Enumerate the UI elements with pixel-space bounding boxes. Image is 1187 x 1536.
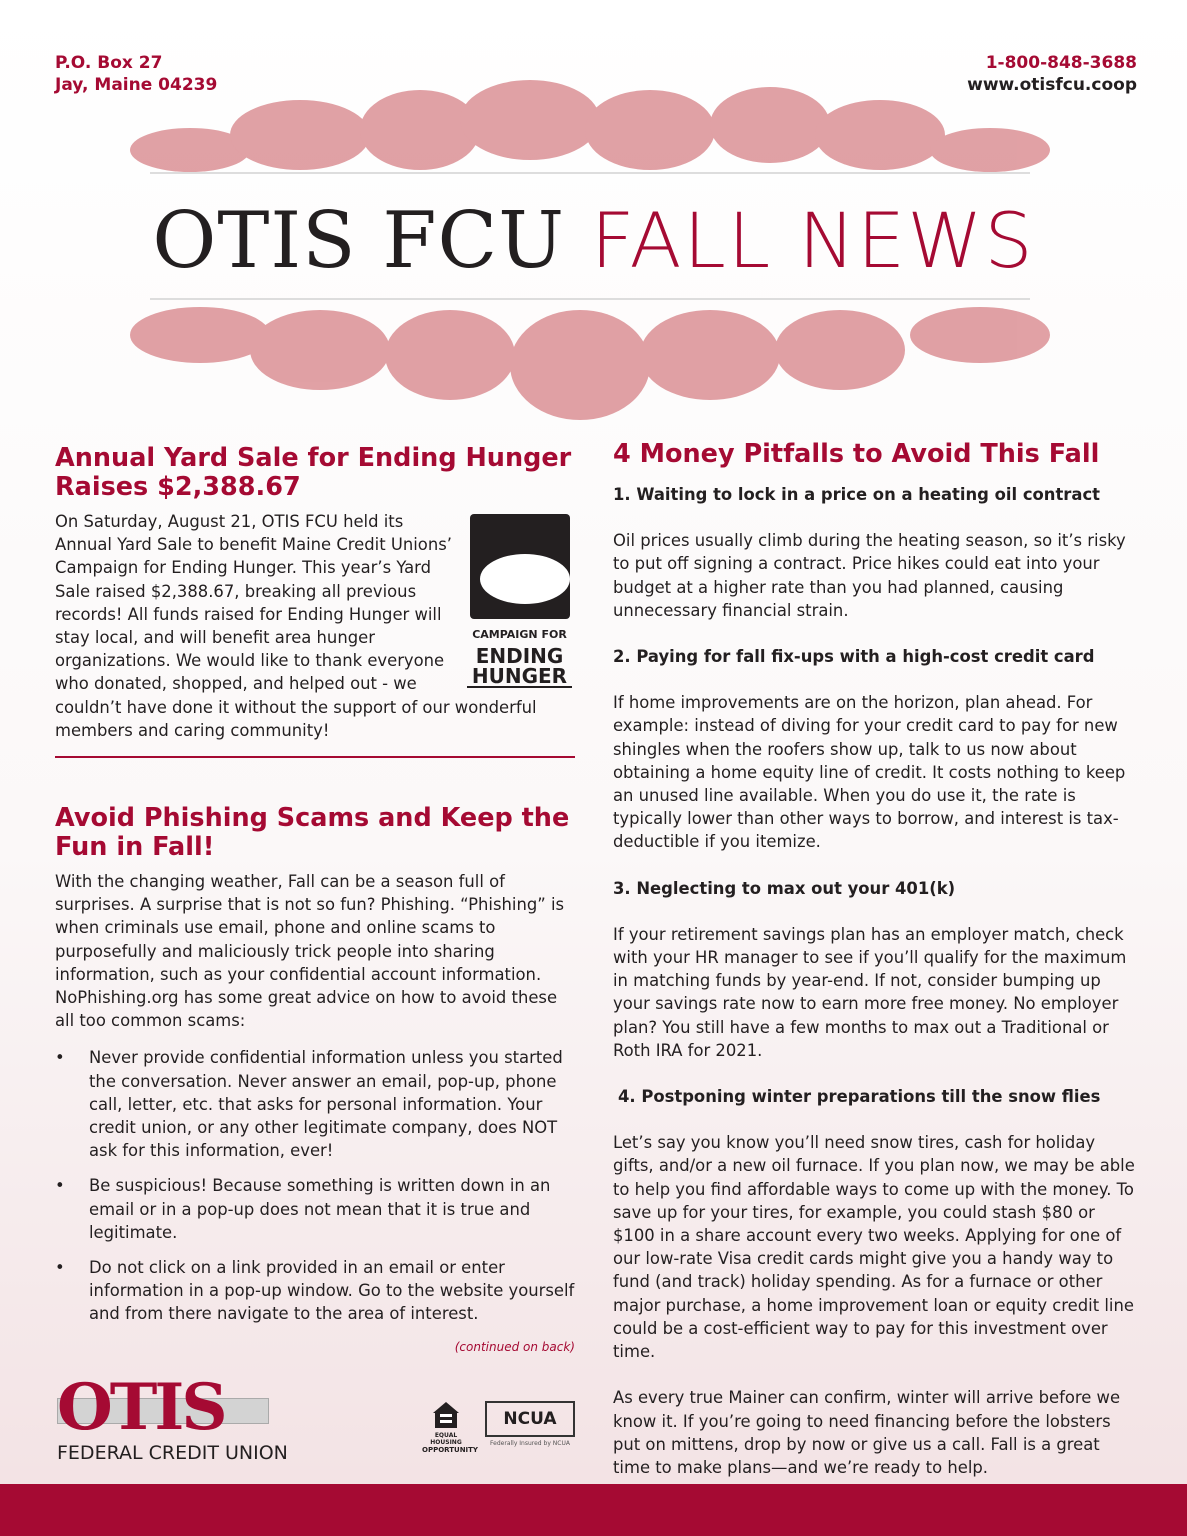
article-body: With the changing weather, Fall can be a season full of surprises. A surprise that is not so fun? Phishing. “Phishing” is when criminals use email, phone and online scams to purposefully and maliciously trick people into sharing information, such as your confidential account information. NoPhishing.org has some great advice on how to avoid these all too common scams: [55, 872, 565, 1031]
section-heading: 3. Neglecting to max out your 401(k) [613, 878, 956, 898]
article-title: Avoid Phishing Scams and Keep the Fun in Fall! [55, 803, 570, 863]
bowl-spoon-icon [470, 514, 570, 619]
section-body: Let’s say you know you’ll need snow tires, cash for holiday gifts, and/or a new oil furnace. If you plan now, we may be able to help you find affordable ways to come up with the money. To save up for your tires, for example, you could stash $80 or $100 in a share account every two weeks. Applying for one of our low-rate Visa credit cards might give you a handy way to fund (and track) holiday spending. As for a furnace or other major purchase, a home improvement loan or equity credit line could be a cost-efficient way to pay for this investment over time. [613, 1133, 1135, 1362]
eho-text: EQUAL HOUSING [430, 1432, 462, 1446]
eho-text: OPPORTUNITY [422, 1446, 479, 1454]
left-column [55, 444, 575, 1359]
logo-text: HUNGER [467, 666, 572, 688]
article-title: 4 Money Pitfalls to Avoid This Fall [613, 439, 1100, 469]
phone-link[interactable]: 1-800-848-3688 [985, 53, 1137, 73]
right-column [613, 440, 1138, 1502]
section-body: Oil prices usually climb during the heating season, so it’s risky to put off signing a contract. Price hikes could eat into your budget at a higher rate than you had planned, causing unnecessary financial strain. [613, 531, 1126, 620]
continued-note: (continued on back) [454, 1339, 575, 1354]
otis-logo [57, 1370, 288, 1464]
address-line: P.O. Box 27 [55, 53, 163, 73]
divider [150, 298, 1030, 300]
closing-paragraph: As every true Mainer can confirm, winter will arrive before we know it. If you’re going to need financing before the lobsters put on mittens, drop by now or give us a call. Fall is a great time to make plans—and we’re ready to help. [613, 1388, 1121, 1477]
house-icon [431, 1400, 461, 1430]
newsletter-title [0, 196, 1187, 286]
footer-bar [0, 1484, 1187, 1536]
section-heading: 4. Postponing winter preparations till the snow flies [618, 1087, 1101, 1107]
logo-text: CAMPAIGN FOR [472, 628, 567, 641]
list-item: • Never provide confidential information unless you started the conversation. Never answer an email, pop-up, phone call, letter, etc. that asks for personal information. Your credit union, or any other legitimate company, does NOT ask for this information, ever! [55, 1046, 575, 1162]
section-body: If your retirement savings plan has an employer match, check with your HR manager to see if you’ll qualify for the maximum in matching funds by year-end. If not, consider bumping up your savings rate now to earn more free money. No employer plan? You still have a few months to max out a Traditional or Roth IRA for 2021. [613, 924, 1127, 1060]
list-item: • Be suspicious! Because something is written down in an email or in a pop-up does not mean that it is true and legitimate. [55, 1174, 575, 1244]
logo-subtitle: FEDERAL CREDIT UNION [57, 1442, 288, 1464]
ncua-text: NCUA [485, 1401, 575, 1437]
article-body: On Saturday, August 21, OTIS FCU held its Annual Yard Sale to benefit Maine Credit Unions’ Campaign for Ending Hunger. This year’s Yard Sale raised $2,388.67, breaking all previous records! All funds raised for Ending Hunger will stay local, and will benefit area hunger organizations. We would like to thank everyone who donated, shopped, and helped out - we couldn’t have done it without the support of our wonderful members and caring community! [55, 512, 537, 740]
section-heading: 2. Paying for fall fix-ups with a high-cost credit card [613, 647, 1095, 667]
tips-list [55, 1046, 575, 1325]
ncua-logo [485, 1401, 575, 1447]
logo-word: OTIS [57, 1370, 225, 1445]
website-link[interactable]: www.otisfcu.coop [967, 75, 1137, 95]
bottom-leaves-decoration [130, 305, 1060, 425]
section-divider [55, 756, 575, 758]
title-main: OTIS FCU [152, 196, 565, 286]
logo-wordmark [57, 1370, 288, 1445]
equal-housing-logo [422, 1400, 479, 1454]
divider [150, 172, 1030, 174]
logo-text: ENDING [475, 644, 564, 669]
section-body: If home improvements are on the horizon, plan ahead. For example: instead of diving for your credit card to pay for new shingles when the roofers show up, talk to us now about obtaining a home equity line of credit. It costs nothing to keep an unused line available. When you do use it, the rate is typically lower than other ways to borrow, and interest is tax-deductible if you itemize. [613, 693, 1126, 852]
title-accent: FALL NEWS [590, 196, 1035, 285]
ending-hunger-logo [467, 514, 572, 688]
top-leaves-decoration [130, 75, 1060, 175]
address-line: Jay, Maine 04239 [55, 75, 218, 95]
ncua-subtext: Federally Insured by NCUA [490, 1440, 570, 1447]
article-title: Annual Yard Sale for Ending Hunger Raises $2,388.67 [55, 443, 572, 502]
section-heading: 1. Waiting to lock in a price on a heating oil contract [613, 485, 1100, 504]
list-item: • Do not click on a link provided in an email or enter information in a pop-up window. Go to the website yourself and from there navigate to the area of interest. [55, 1256, 575, 1326]
